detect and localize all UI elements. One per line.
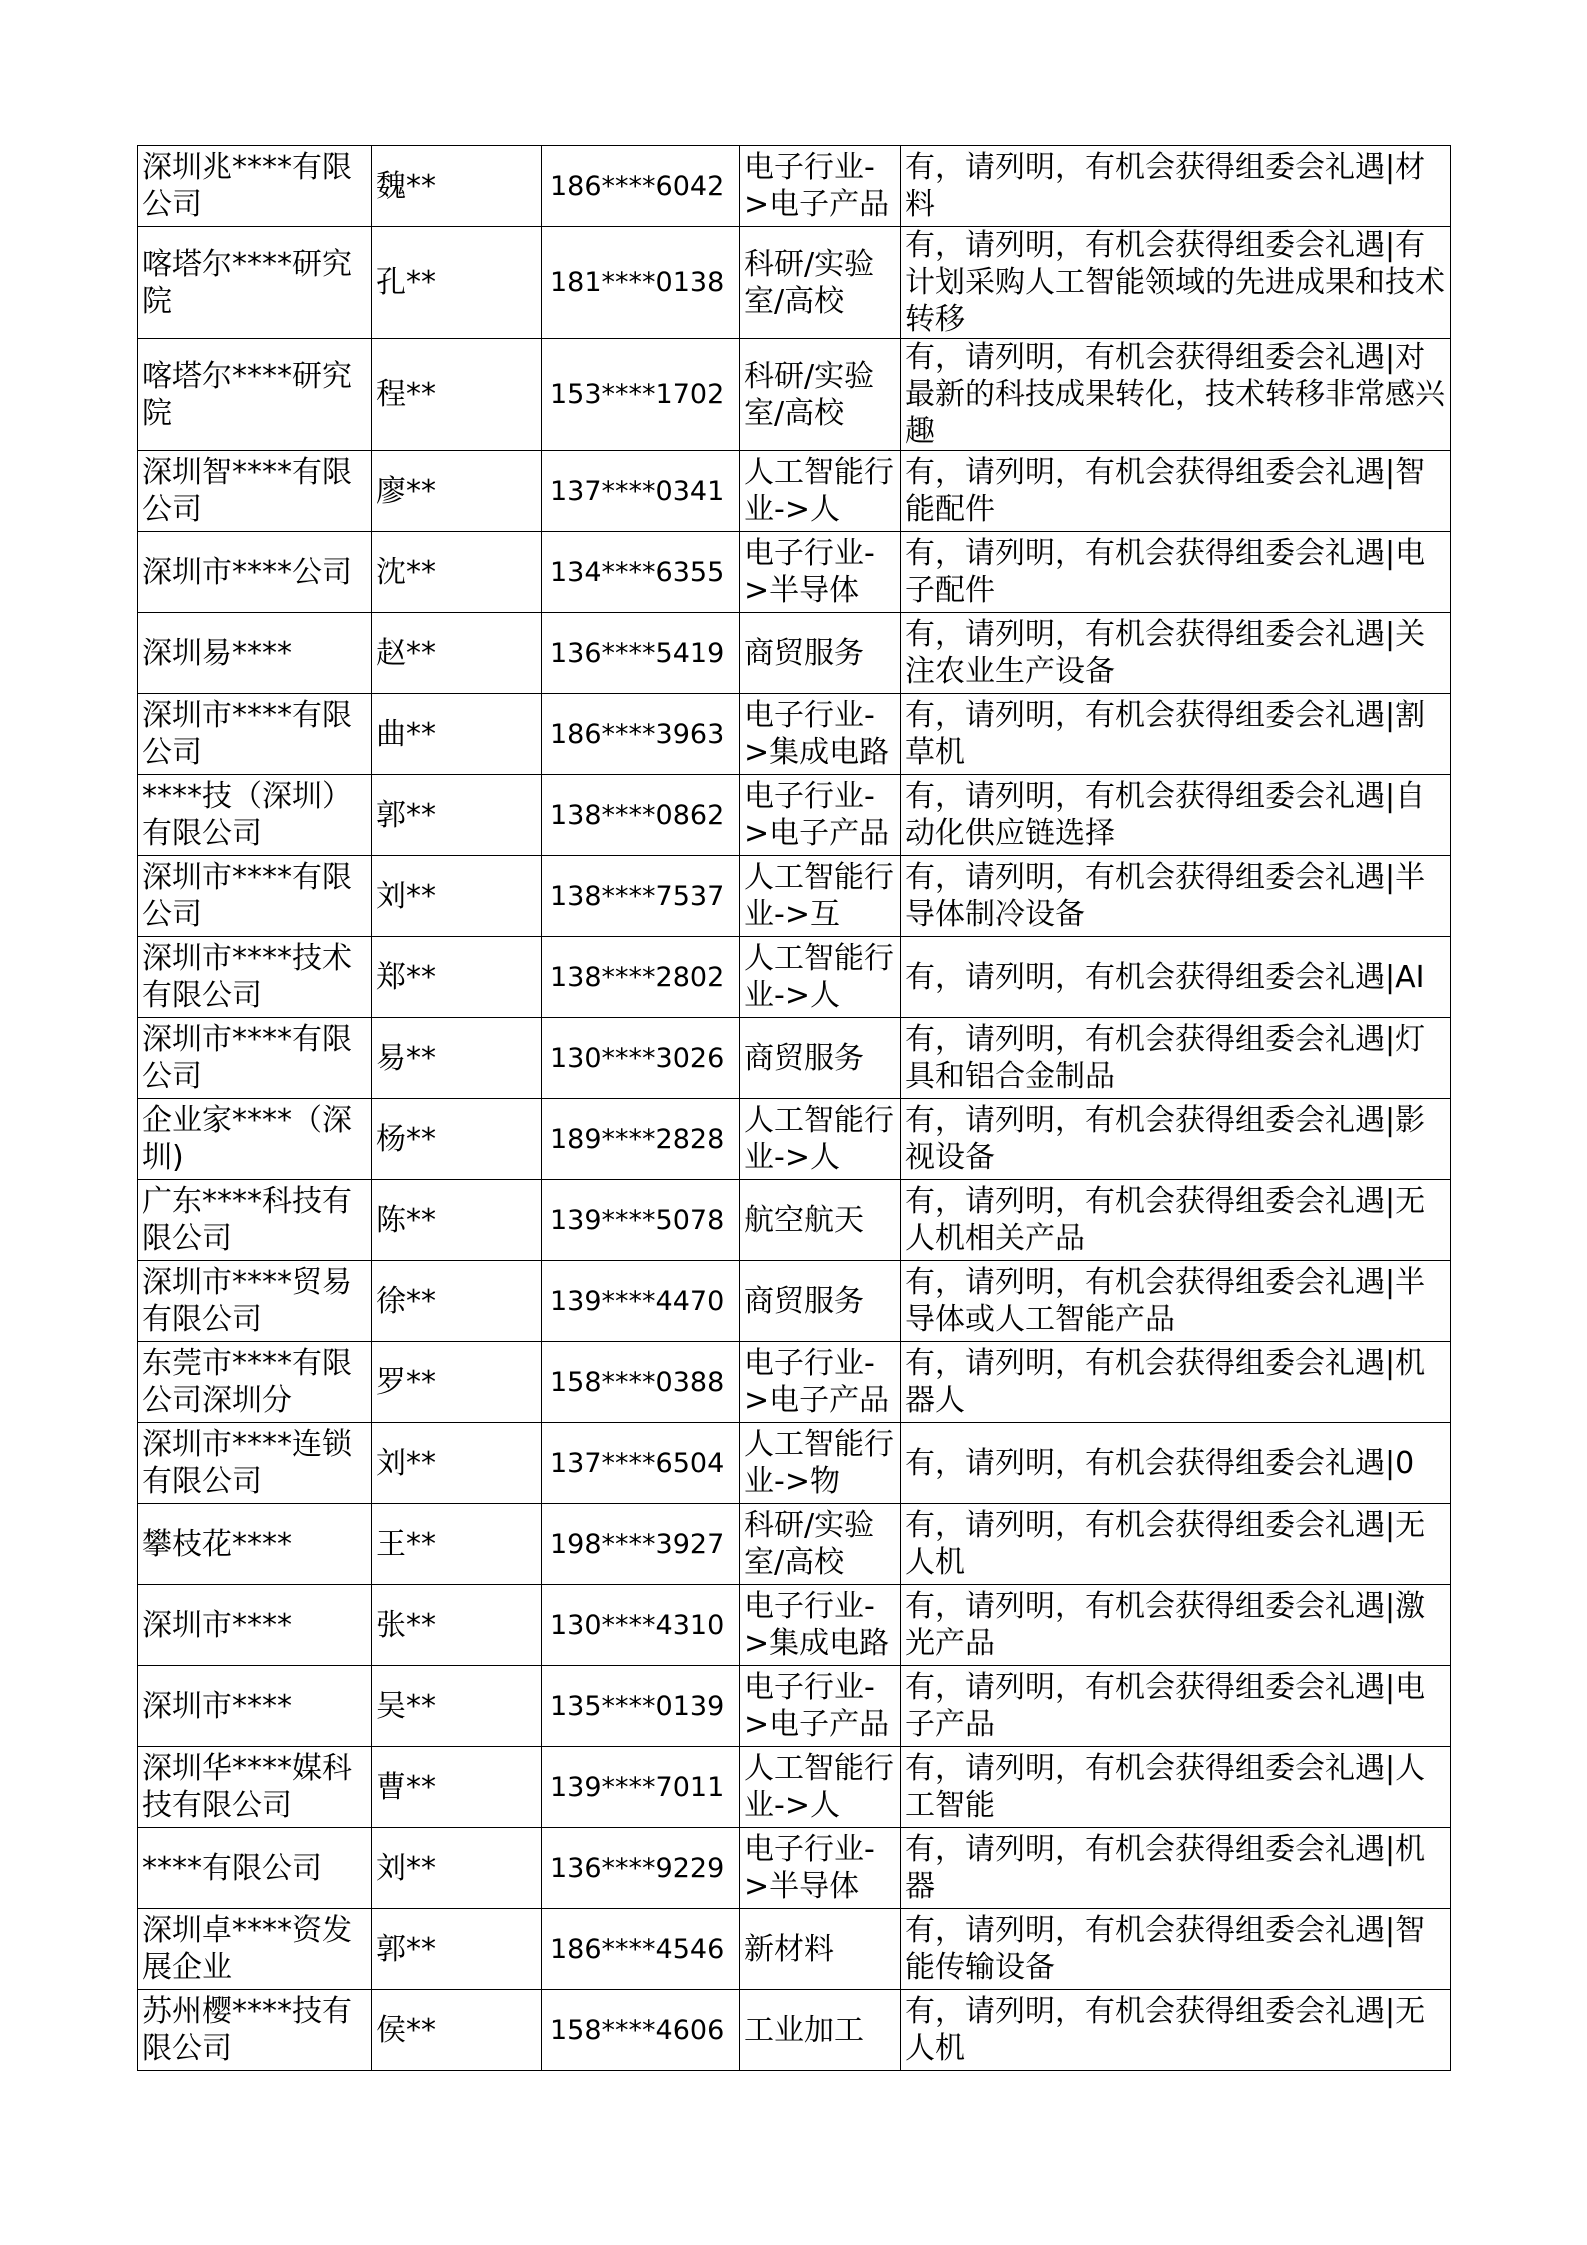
phone-text: 135****0139 [550, 1690, 725, 1722]
table-row [138, 1180, 1451, 1261]
phone-cell [542, 775, 740, 856]
remark-text: 有，请列明，有机会获得组委会礼遇|半导体制冷设备 [905, 860, 1426, 932]
table-row [138, 856, 1451, 937]
remark-cell [901, 1909, 1451, 1990]
phone-cell [542, 1666, 740, 1747]
remark-cell [901, 227, 1451, 339]
industry-text: 电子行业->电子产品 [744, 1346, 890, 1418]
industry-text: 人工智能行业->物 [744, 1427, 894, 1499]
phone-cell [542, 339, 740, 451]
company-cell [138, 1909, 372, 1990]
contact-name-text: 曲** [376, 716, 436, 752]
phone-cell [542, 451, 740, 532]
contact-name-text: 吴** [376, 1688, 436, 1724]
remark-text: 有，请列明，有机会获得组委会礼遇|人工智能 [905, 1751, 1426, 1823]
company-cell [138, 1018, 372, 1099]
remark-text: 有，请列明，有机会获得组委会礼遇|割草机 [905, 698, 1426, 770]
industry-cell [740, 775, 901, 856]
contact-name-cell [372, 1018, 542, 1099]
industry-cell [740, 1504, 901, 1585]
industry-text: 电子行业->电子产品 [744, 150, 890, 222]
contact-name-text: 魏** [376, 168, 436, 204]
industry-text: 人工智能行业->人 [744, 1751, 894, 1823]
industry-cell [740, 1747, 901, 1828]
industry-cell [740, 1018, 901, 1099]
industry-text: 商贸服务 [744, 1283, 864, 1319]
remark-text: 有，请列明，有机会获得组委会礼遇|无人机 [905, 1508, 1426, 1580]
contact-name-text: 刘** [376, 1850, 436, 1886]
industry-cell [740, 1990, 901, 2071]
table-row [138, 1423, 1451, 1504]
company-cell [138, 1504, 372, 1585]
remark-cell [901, 532, 1451, 613]
company-cell [138, 1990, 372, 2071]
industry-cell [740, 937, 901, 1018]
phone-text: 134****6355 [550, 556, 725, 588]
industry-text: 商贸服务 [744, 1040, 864, 1076]
contact-name-cell [372, 227, 542, 339]
company-text: 广东****科技有限公司 [142, 1184, 352, 1256]
contact-name-text: 曹** [376, 1769, 436, 1805]
company-text: 深圳易**** [142, 635, 292, 671]
contact-name-cell [372, 856, 542, 937]
phone-text: 138****0862 [550, 799, 725, 831]
contact-name-text: 侯** [376, 2012, 436, 2048]
remark-cell [901, 856, 1451, 937]
table-row [138, 1018, 1451, 1099]
contact-name-cell [372, 694, 542, 775]
table-row [138, 339, 1451, 451]
industry-cell [740, 1909, 901, 1990]
table-row [138, 1990, 1451, 2071]
company-cell [138, 1180, 372, 1261]
table-row [138, 937, 1451, 1018]
table-row [138, 1504, 1451, 1585]
contact-name-text: 陈** [376, 1202, 436, 1238]
remark-cell [901, 1099, 1451, 1180]
phone-cell [542, 613, 740, 694]
remark-cell [901, 694, 1451, 775]
industry-text: 人工智能行业->人 [744, 455, 894, 527]
company-cell [138, 339, 372, 451]
phone-text: 186****4546 [550, 1933, 725, 1965]
company-cell [138, 1342, 372, 1423]
company-text: 企业家****（深圳) [142, 1103, 352, 1175]
phone-cell [542, 1423, 740, 1504]
remark-text: 有，请列明，有机会获得组委会礼遇|智能传输设备 [905, 1913, 1426, 1985]
remark-text: 有，请列明，有机会获得组委会礼遇|智能配件 [905, 455, 1426, 527]
company-text: 深圳市****技术有限公司 [142, 941, 352, 1013]
industry-text: 电子行业->电子产品 [744, 779, 890, 851]
phone-text: 139****7011 [550, 1771, 725, 1803]
remark-text: 有，请列明，有机会获得组委会礼遇|关注农业生产设备 [905, 617, 1426, 689]
remark-text: 有，请列明，有机会获得组委会礼遇|对最新的科技成果转化，技术转移非常感兴趣 [905, 340, 1445, 449]
table-row [138, 775, 1451, 856]
phone-text: 153****1702 [550, 379, 725, 410]
industry-text: 人工智能行业->互 [744, 860, 894, 932]
remark-text: 有，请列明，有机会获得组委会礼遇|激光产品 [905, 1589, 1426, 1661]
contact-name-text: 刘** [376, 878, 436, 914]
remark-cell [901, 1423, 1451, 1504]
phone-text: 136****5419 [550, 637, 725, 669]
phone-cell [542, 856, 740, 937]
industry-cell [740, 1828, 901, 1909]
company-cell [138, 451, 372, 532]
table-row [138, 1585, 1451, 1666]
phone-text: 137****6504 [550, 1447, 725, 1479]
phone-text: 137****0341 [550, 475, 725, 507]
industry-cell [740, 451, 901, 532]
contact-name-cell [372, 613, 542, 694]
company-text: 深圳市**** [142, 1607, 292, 1643]
contact-name-cell [372, 937, 542, 1018]
phone-cell [542, 1747, 740, 1828]
remark-cell [901, 1018, 1451, 1099]
company-cell [138, 1747, 372, 1828]
remark-text: 有，请列明，有机会获得组委会礼遇|0 [905, 1445, 1415, 1481]
contact-name-cell [372, 775, 542, 856]
remark-cell [901, 1828, 1451, 1909]
contact-name-cell [372, 532, 542, 613]
phone-cell [542, 1180, 740, 1261]
contact-name-cell [372, 146, 542, 227]
company-text: 苏州樱****技有限公司 [142, 1994, 352, 2066]
industry-cell [740, 856, 901, 937]
contact-name-text: 易** [376, 1040, 436, 1076]
industry-cell [740, 1099, 901, 1180]
table-row [138, 1342, 1451, 1423]
phone-cell [542, 227, 740, 339]
remark-text: 有，请列明，有机会获得组委会礼遇|无人机 [905, 1994, 1426, 2066]
table-row [138, 1261, 1451, 1342]
company-text: 深圳市****有限公司 [142, 860, 352, 932]
industry-text: 航空航天 [744, 1202, 864, 1238]
contact-name-text: 沈** [376, 554, 436, 590]
phone-text: 158****4606 [550, 2014, 725, 2046]
industry-text: 工业加工 [744, 2012, 864, 2048]
industry-cell [740, 1342, 901, 1423]
industry-cell [740, 1261, 901, 1342]
industry-cell [740, 1585, 901, 1666]
industry-text: 电子行业->电子产品 [744, 1670, 890, 1742]
phone-text: 139****4470 [550, 1285, 725, 1317]
contact-name-text: 廖** [376, 473, 436, 509]
phone-cell [542, 1585, 740, 1666]
phone-text: 198****3927 [550, 1528, 725, 1560]
company-cell [138, 1099, 372, 1180]
phone-text: 138****2802 [550, 961, 725, 993]
remark-text: 有，请列明，有机会获得组委会礼遇|机器 [905, 1832, 1426, 1904]
phone-cell [542, 146, 740, 227]
company-text: ****技（深圳）有限公司 [142, 779, 352, 851]
remark-cell [901, 1585, 1451, 1666]
remark-cell [901, 775, 1451, 856]
industry-cell [740, 227, 901, 339]
contact-name-text: 孔** [376, 265, 436, 300]
contact-name-cell [372, 1747, 542, 1828]
company-cell [138, 1423, 372, 1504]
contact-name-text: 郑** [376, 959, 436, 995]
contact-name-text: 杨** [376, 1121, 436, 1157]
industry-cell [740, 613, 901, 694]
remark-cell [901, 1342, 1451, 1423]
contact-name-text: 徐** [376, 1283, 436, 1319]
phone-cell [542, 1261, 740, 1342]
industry-text: 科研/实验室/高校 [744, 1508, 875, 1580]
phone-cell [542, 694, 740, 775]
phone-text: 138****7537 [550, 880, 725, 912]
phone-cell [542, 1342, 740, 1423]
contact-name-cell [372, 1666, 542, 1747]
industry-cell [740, 694, 901, 775]
industry-cell [740, 1180, 901, 1261]
company-text: 深圳市****贸易有限公司 [142, 1265, 352, 1337]
table-row [138, 694, 1451, 775]
remark-cell [901, 1666, 1451, 1747]
company-cell [138, 1261, 372, 1342]
company-text: 深圳市****公司 [142, 554, 352, 590]
industry-cell [740, 1423, 901, 1504]
contact-name-text: 郭** [376, 797, 436, 833]
table-row [138, 1099, 1451, 1180]
company-cell [138, 775, 372, 856]
company-text: 深圳市****连锁有限公司 [142, 1427, 352, 1499]
contact-name-text: 罗** [376, 1364, 436, 1400]
company-text: ****有限公司 [142, 1850, 322, 1886]
phone-text: 130****4310 [550, 1609, 725, 1641]
phone-cell [542, 1099, 740, 1180]
company-cell [138, 1585, 372, 1666]
table-row [138, 1828, 1451, 1909]
company-cell [138, 1666, 372, 1747]
contact-name-cell [372, 1099, 542, 1180]
company-cell [138, 856, 372, 937]
remark-cell [901, 937, 1451, 1018]
industry-cell [740, 146, 901, 227]
company-text: 深圳智****有限公司 [142, 455, 352, 527]
industry-text: 科研/实验室/高校 [744, 358, 875, 431]
remark-text: 有，请列明，有机会获得组委会礼遇|自动化供应链选择 [905, 779, 1426, 851]
industry-text: 新材料 [744, 1931, 834, 1967]
remark-cell [901, 1990, 1451, 2071]
contact-name-cell [372, 1585, 542, 1666]
remark-text: 有，请列明，有机会获得组委会礼遇|半导体或人工智能产品 [905, 1265, 1426, 1337]
contact-name-cell [372, 1990, 542, 2071]
attendee-table [137, 145, 1451, 2071]
company-text: 深圳华****媒科技有限公司 [142, 1751, 352, 1823]
remark-text: 有，请列明，有机会获得组委会礼遇|电子产品 [905, 1670, 1426, 1742]
company-text: 喀塔尔****研究院 [142, 246, 352, 319]
phone-cell [542, 1018, 740, 1099]
phone-text: 139****5078 [550, 1204, 725, 1236]
remark-cell [901, 339, 1451, 451]
contact-name-cell [372, 339, 542, 451]
phone-cell [542, 1909, 740, 1990]
industry-text: 电子行业->半导体 [744, 1832, 875, 1904]
remark-text: 有，请列明，有机会获得组委会礼遇|无人机相关产品 [905, 1184, 1426, 1256]
industry-text: 电子行业->集成电路 [744, 1589, 890, 1661]
company-cell [138, 937, 372, 1018]
company-text: 攀枝花**** [142, 1526, 292, 1562]
phone-cell [542, 937, 740, 1018]
contact-name-cell [372, 451, 542, 532]
contact-name-cell [372, 1828, 542, 1909]
remark-text: 有，请列明，有机会获得组委会礼遇|灯具和铝合金制品 [905, 1022, 1426, 1094]
phone-text: 158****0388 [550, 1366, 725, 1398]
table-row [138, 227, 1451, 339]
contact-name-text: 王** [376, 1526, 436, 1562]
table-row [138, 1747, 1451, 1828]
phone-text: 181****0138 [550, 267, 725, 298]
remark-text: 有，请列明，有机会获得组委会礼遇|材料 [905, 150, 1426, 222]
remark-text: 有，请列明，有机会获得组委会礼遇|机器人 [905, 1346, 1426, 1418]
phone-cell [542, 1504, 740, 1585]
company-cell [138, 613, 372, 694]
contact-name-text: 赵** [376, 635, 436, 671]
contact-name-cell [372, 1180, 542, 1261]
remark-cell [901, 1504, 1451, 1585]
company-cell [138, 694, 372, 775]
company-cell [138, 227, 372, 339]
company-text: 东莞市****有限公司深圳分 [142, 1346, 352, 1418]
contact-name-cell [372, 1342, 542, 1423]
phone-text: 186****6042 [550, 170, 725, 202]
contact-name-text: 刘** [376, 1445, 436, 1481]
company-text: 深圳市****有限公司 [142, 698, 352, 770]
remark-text: 有，请列明，有机会获得组委会礼遇|电子配件 [905, 536, 1426, 608]
industry-text: 科研/实验室/高校 [744, 246, 875, 319]
industry-cell [740, 532, 901, 613]
company-text: 深圳市****有限公司 [142, 1022, 352, 1094]
table-row [138, 613, 1451, 694]
industry-cell [740, 1666, 901, 1747]
company-cell [138, 1828, 372, 1909]
industry-text: 电子行业->半导体 [744, 536, 875, 608]
remark-cell [901, 1261, 1451, 1342]
contact-name-cell [372, 1423, 542, 1504]
remark-cell [901, 1180, 1451, 1261]
attendee-table-body [138, 146, 1451, 2071]
industry-text: 电子行业->集成电路 [744, 698, 890, 770]
table-row [138, 532, 1451, 613]
table-row [138, 1909, 1451, 1990]
table-row [138, 1666, 1451, 1747]
phone-cell [542, 1828, 740, 1909]
remark-cell [901, 451, 1451, 532]
phone-text: 130****3026 [550, 1042, 725, 1074]
remark-cell [901, 613, 1451, 694]
industry-cell [740, 339, 901, 451]
contact-name-cell [372, 1504, 542, 1585]
remark-cell [901, 146, 1451, 227]
table-row [138, 451, 1451, 532]
phone-text: 186****3963 [550, 718, 725, 750]
company-cell [138, 532, 372, 613]
phone-text: 189****2828 [550, 1123, 725, 1155]
company-text: 喀塔尔****研究院 [142, 358, 352, 431]
company-text: 深圳市**** [142, 1688, 292, 1724]
contact-name-text: 程** [376, 377, 436, 412]
remark-text: 有，请列明，有机会获得组委会礼遇|AI [905, 959, 1425, 995]
table-row [138, 146, 1451, 227]
contact-name-text: 张** [376, 1607, 436, 1643]
phone-cell [542, 532, 740, 613]
industry-text: 商贸服务 [744, 635, 864, 671]
contact-name-cell [372, 1909, 542, 1990]
company-text: 深圳兆****有限公司 [142, 150, 352, 222]
contact-name-text: 郭** [376, 1931, 436, 1967]
remark-text: 有，请列明，有机会获得组委会礼遇|影视设备 [905, 1103, 1426, 1175]
remark-cell [901, 1747, 1451, 1828]
company-text: 深圳卓****资发展企业 [142, 1913, 352, 1985]
contact-name-cell [372, 1261, 542, 1342]
phone-text: 136****9229 [550, 1852, 725, 1884]
industry-text: 人工智能行业->人 [744, 1103, 894, 1175]
phone-cell [542, 1990, 740, 2071]
company-cell [138, 146, 372, 227]
remark-text: 有，请列明，有机会获得组委会礼遇|有计划采购人工智能领域的先进成果和技术转移 [905, 228, 1445, 337]
industry-text: 人工智能行业->人 [744, 941, 894, 1013]
